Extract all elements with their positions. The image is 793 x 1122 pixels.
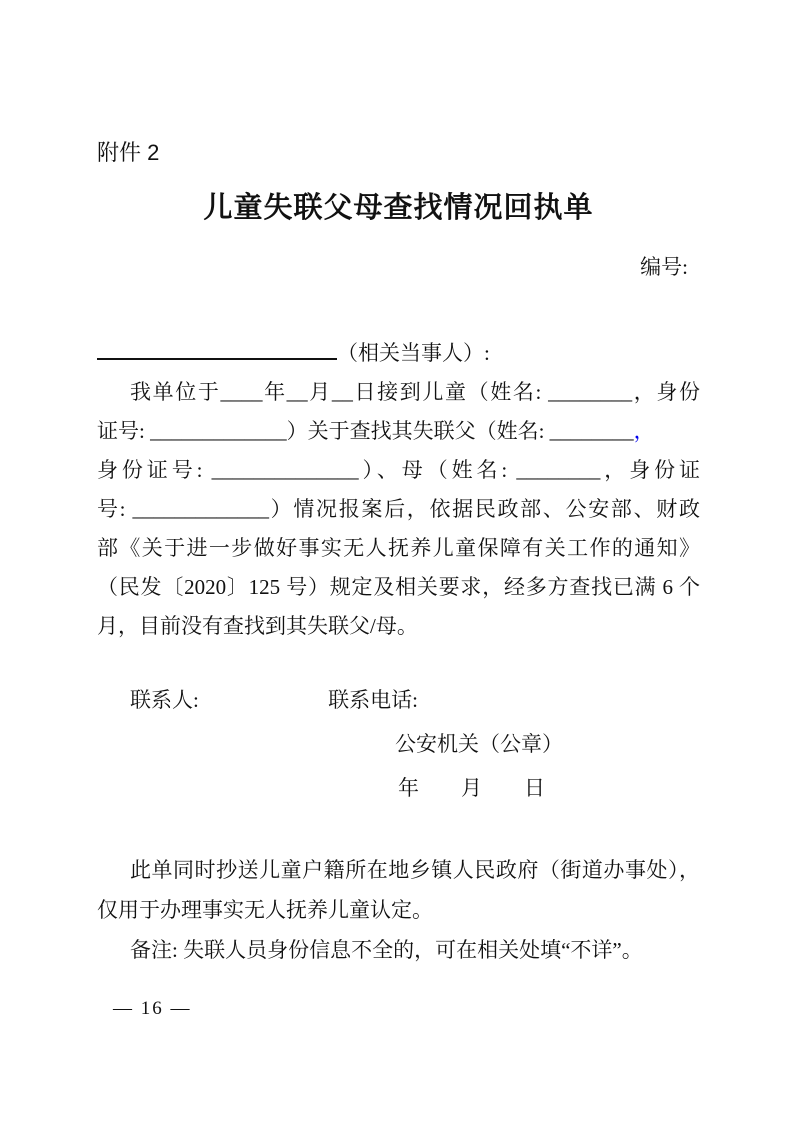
cc-note-line-2: 仅用于办理事实无人抚养儿童认定。	[97, 898, 433, 922]
cc-note-paragraph	[97, 850, 700, 970]
attachment-label: 附件 2	[97, 140, 160, 165]
paragraph-line-7: 月，目前没有查找到其失联父/母。	[97, 614, 418, 638]
paragraph-line-6: （民发〔2020〕125 号）规定及相关要求，经多方查找已满 6 个	[97, 575, 700, 599]
contact-line	[97, 678, 700, 722]
remark-line: 备注: 失联人员身份信息不全的，可在相关处填“不详”。	[130, 938, 643, 962]
recipient-blank-field	[97, 339, 337, 360]
paragraph-line-2	[97, 412, 700, 451]
page-number: — 16 —	[113, 998, 192, 1019]
salutation-suffix: （相关当事人）:	[337, 341, 490, 365]
serial-number-label: 编号:	[640, 255, 688, 279]
authority-seal-line: 公安机关（公章）	[395, 732, 563, 756]
salutation-line	[97, 333, 700, 373]
document-title: 儿童失联父母查找情况回执单	[203, 192, 594, 224]
paragraph-line-3: 身份证号: ______________）、母（姓名: ________，身份证	[97, 458, 700, 482]
paragraph-line-1: 我单位于____年__月__日接到儿童（姓名: ________，身份	[130, 380, 700, 404]
date-signature-line: 年 月 日	[398, 776, 545, 800]
contact-phone-label: 联系电话:	[328, 688, 418, 712]
paragraph-line-2-text: 证号: _____________）关于查找其失联父（姓名: ________	[97, 419, 634, 443]
revision-comma: ，	[633, 419, 655, 443]
cc-note-line-1: 此单同时抄送儿童户籍所在地乡镇人民政府（街道办事处），	[130, 858, 700, 882]
contact-person-label: 联系人:	[130, 688, 199, 712]
paragraph-line-5: 部《关于进一步做好事实无人抚养儿童保障有关工作的通知》	[97, 536, 700, 560]
paragraph-line-4: 号: _____________）情况报案后，依据民政部、公安部、财政	[97, 497, 700, 521]
main-paragraph	[97, 373, 700, 646]
